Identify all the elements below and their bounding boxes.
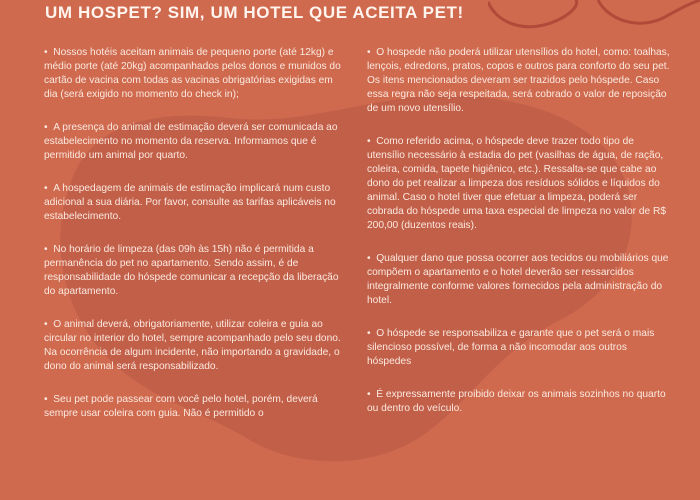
- rule-item: • Como referido acima, o hóspede deve trazer todo tipo de utensílio necessário à estadia do pet (vasilhas de água, de ração, coleira, comida, tapete higiênico, etc.). Ressalta-se que cabe ao dono do pet realizar a limpeza dos resíduos sólidos e líquidos do animal. Caso o hotel tiver que efetuar a limpeza, poderá ser cobrada do hóspede uma taxa especial de limpeza no valor de R$ 200,00 (duzentos reais).: [367, 135, 673, 233]
- page-title: UM HOSPET? SIM, UM HOTEL QUE ACEITA PET!: [45, 3, 464, 22]
- rule-item: • Seu pet pode passear com você pelo hotel, porém, deverá sempre usar coleira com guia. Não é permitido o: [44, 393, 344, 421]
- right-column: [367, 46, 673, 435]
- rule-item: • O animal deverá, obrigatoriamente, utilizar coleira e guia ao circular no interior do hotel, sempre acompanhado pelo seu dono. Na ocorrência de algum incidente, não importando a gravidade, o dono do animal será responsabilizado.: [44, 318, 344, 374]
- rule-item: • É expressamente proibido deixar os animais sozinhos no quarto ou dentro do veículo.: [367, 388, 673, 416]
- rule-item: • O hóspede se responsabiliza e garante que o pet será o mais silencioso possível, de forma a não incomodar aos outros hóspedes: [367, 327, 673, 369]
- rule-item: • O hospede não poderá utilizar utensílios do hotel, como: toalhas, lençois, edredons, pratos, copos e outros para conforto do seu pet. Os itens mencionados deveram ser trazidos pelo hóspede. Caso essa regra não seja respeitada, será cobrado o valor de reposição de um novo utensílio.: [367, 46, 673, 116]
- rule-item: • A hospedagem de animais de estimação implicará num custo adicional a sua diária. Por favor, consulte as tarifas aplicáveis no estabelecimento.: [44, 182, 344, 224]
- rule-item: • A presença do animal de estimação deverá ser comunicada ao estabelecimento no momento da reserva. Informamos que é permitido um animal por quarto.: [44, 121, 344, 163]
- rule-item: • No horário de limpeza (das 09h às 15h) não é permitida a permanência do pet no apartamento. Sendo assim, é de responsabilidade do hóspede comunicar a recepção da liberação do apartamento.: [44, 243, 344, 299]
- rule-item: • Nossos hotéis aceitam animais de pequeno porte (até 12kg) e médio porte (até 20kg) acompanhados pelos donos e munidos do cartão de vacina com todas as vacinas obrigatórias exigidas em dia (será exigido no momento do check in);: [44, 46, 344, 102]
- rule-item: • Qualquer dano que possa ocorrer aos tecidos ou mobiliários que compõem o apartamento e o hotel deverão ser ressarcidos integralmente conforme valores fornecidos pela administração do hotel.: [367, 252, 673, 308]
- left-column: [44, 46, 344, 440]
